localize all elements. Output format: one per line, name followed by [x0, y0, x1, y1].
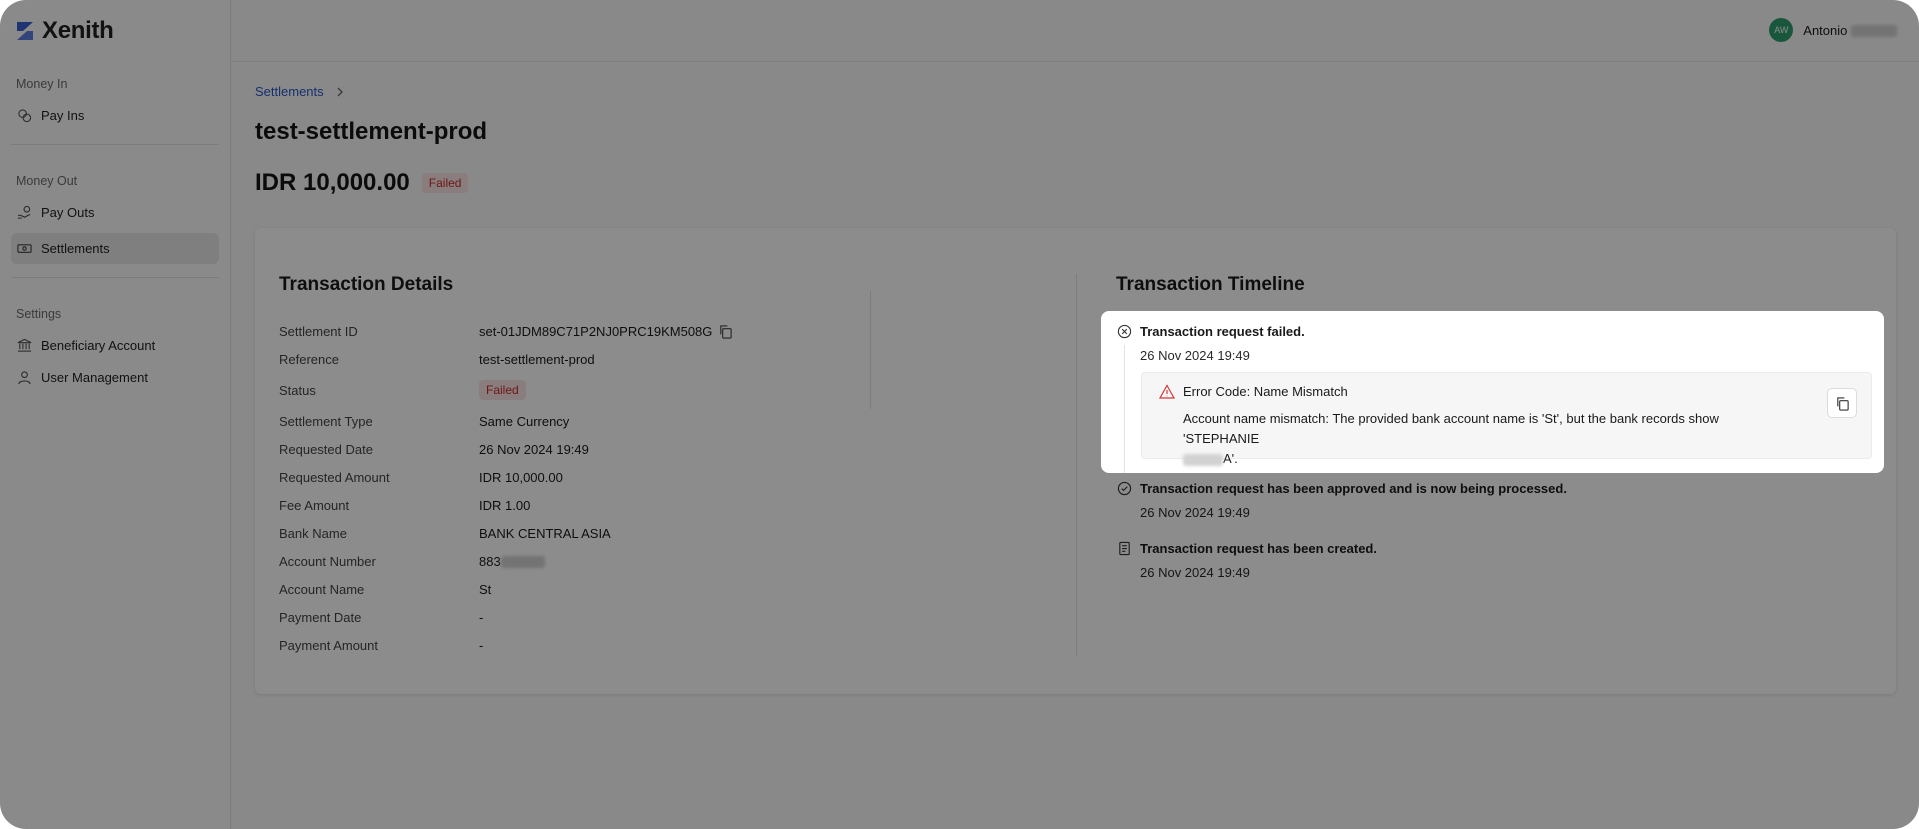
detail-label: Reference	[279, 352, 339, 367]
account-number-value	[479, 554, 545, 569]
breadcrumb	[255, 84, 346, 99]
document-icon	[1117, 541, 1132, 556]
logo[interactable]	[15, 17, 114, 45]
error-message-suffix: A'.	[1223, 451, 1238, 466]
hand-coins-icon	[17, 205, 32, 220]
status-badge: Failed	[422, 173, 469, 193]
coins-icon	[17, 108, 32, 123]
transaction-timeline-title: Transaction Timeline	[1116, 274, 1305, 295]
warning-triangle-icon	[1159, 384, 1175, 400]
detail-label: Bank Name	[279, 526, 347, 541]
error-code: Error Code: Name Mismatch	[1183, 384, 1348, 399]
detail-label: Payment Amount	[279, 638, 378, 653]
copy-icon[interactable]	[718, 324, 733, 339]
copy-icon	[1835, 396, 1850, 411]
detail-value: IDR 10,000.00	[479, 470, 563, 485]
page-title: test-settlement-prod	[255, 118, 488, 145]
detail-label: Account Number	[279, 554, 376, 569]
detail-label: Requested Amount	[279, 470, 390, 485]
error-title	[1183, 384, 1348, 399]
detail-value: set-01JDM89C71P2NJ0PRC19KM508G	[479, 324, 713, 339]
nav-section-settings: Settings	[16, 307, 62, 321]
transaction-details-title: Transaction Details	[279, 274, 454, 295]
detail-label: Settlement ID	[279, 324, 358, 339]
timeline-event-date: 26 Nov 2024 19:49	[1140, 348, 1250, 363]
detail-label: Status	[279, 383, 316, 398]
breadcrumb-settlements-link[interactable]: Settlements	[255, 84, 324, 99]
detail-label: Settlement Type	[279, 414, 373, 429]
detail-value: Same Currency	[479, 414, 570, 429]
detail-label: Payment Date	[279, 610, 362, 625]
nav-section-money-in: Money In	[16, 77, 68, 91]
detail-label: Fee Amount	[279, 498, 350, 513]
detail-value: St	[479, 582, 492, 597]
sidebar-item-label: Beneficiary Account	[41, 338, 156, 353]
sidebar-item-label: Pay Outs	[41, 205, 95, 220]
timeline-event-text: Transaction request failed.	[1140, 324, 1305, 339]
sidebar-item-settlements[interactable]	[11, 233, 219, 264]
nav-divider	[11, 144, 219, 145]
chevron-right-icon	[334, 86, 346, 98]
amount-row	[255, 169, 468, 197]
user-menu[interactable]	[1769, 18, 1897, 42]
timeline-connector	[1124, 345, 1125, 473]
check-circle-icon	[1117, 481, 1132, 496]
status-value	[479, 380, 526, 400]
error-message	[1183, 409, 1783, 469]
sidebar-item-label: Pay Ins	[41, 108, 85, 123]
timeline-event-text: Transaction request has been approved and is now being processed.	[1140, 481, 1567, 496]
x-circle-icon	[1117, 324, 1132, 339]
timeline-event-date: 26 Nov 2024 19:49	[1140, 505, 1250, 520]
redacted-surname	[1851, 25, 1897, 37]
detail-value: -	[479, 638, 484, 653]
detail-value: test-settlement-prod	[479, 352, 595, 367]
app-name: Xenith	[42, 17, 114, 44]
detail-value: IDR 1.00	[479, 498, 531, 513]
nav-divider	[11, 277, 219, 278]
nav-section-money-out: Money Out	[16, 174, 78, 188]
avatar: AW	[1769, 18, 1793, 42]
error-box	[1141, 372, 1872, 466]
user-name	[1803, 23, 1897, 38]
detail-label: Requested Date	[279, 442, 373, 457]
user-icon	[17, 370, 32, 385]
sidebar-item-label: User Management	[41, 370, 148, 385]
highlighted-failed-event	[1101, 311, 1884, 473]
banknote-icon	[17, 241, 32, 256]
redacted-name	[1183, 454, 1223, 466]
timeline-event-date: 26 Nov 2024 19:49	[1140, 565, 1250, 580]
timeline-event-created	[1117, 541, 1877, 580]
detail-value: -	[479, 610, 484, 625]
sidebar-item-beneficiary-account[interactable]	[11, 330, 219, 361]
timeline-event-text: Transaction request has been created.	[1140, 541, 1377, 556]
user-first-name: Antonio	[1803, 22, 1848, 38]
sidebar-item-pay-outs[interactable]	[11, 197, 219, 228]
sidebar	[0, 0, 231, 829]
settlement-id-value	[479, 324, 733, 339]
detail-label: Account Name	[279, 582, 365, 597]
sidebar-item-user-management[interactable]	[11, 362, 219, 393]
column-divider	[1076, 274, 1077, 656]
error-message-line1: Account name mismatch: The provided bank account name is 'St', but the bank records show 'STEPHANIE	[1183, 411, 1719, 446]
detail-value: 883	[479, 554, 501, 569]
settlement-amount: IDR 10,000.00	[255, 169, 410, 196]
xenith-logo-icon	[15, 20, 35, 42]
copy-error-button[interactable]	[1827, 388, 1857, 418]
timeline-connector	[870, 291, 871, 409]
timeline-event-approved	[1117, 481, 1877, 520]
detail-value: 26 Nov 2024 19:49	[479, 442, 589, 457]
bank-icon	[17, 338, 32, 353]
sidebar-item-label: Settlements	[41, 241, 110, 256]
topbar	[231, 0, 1919, 62]
status-badge: Failed	[479, 380, 526, 400]
detail-value: BANK CENTRAL ASIA	[479, 526, 611, 541]
sidebar-item-pay-ins[interactable]	[11, 100, 219, 131]
timeline-event-failed	[1117, 324, 1877, 363]
redacted-account-digits	[501, 556, 545, 568]
